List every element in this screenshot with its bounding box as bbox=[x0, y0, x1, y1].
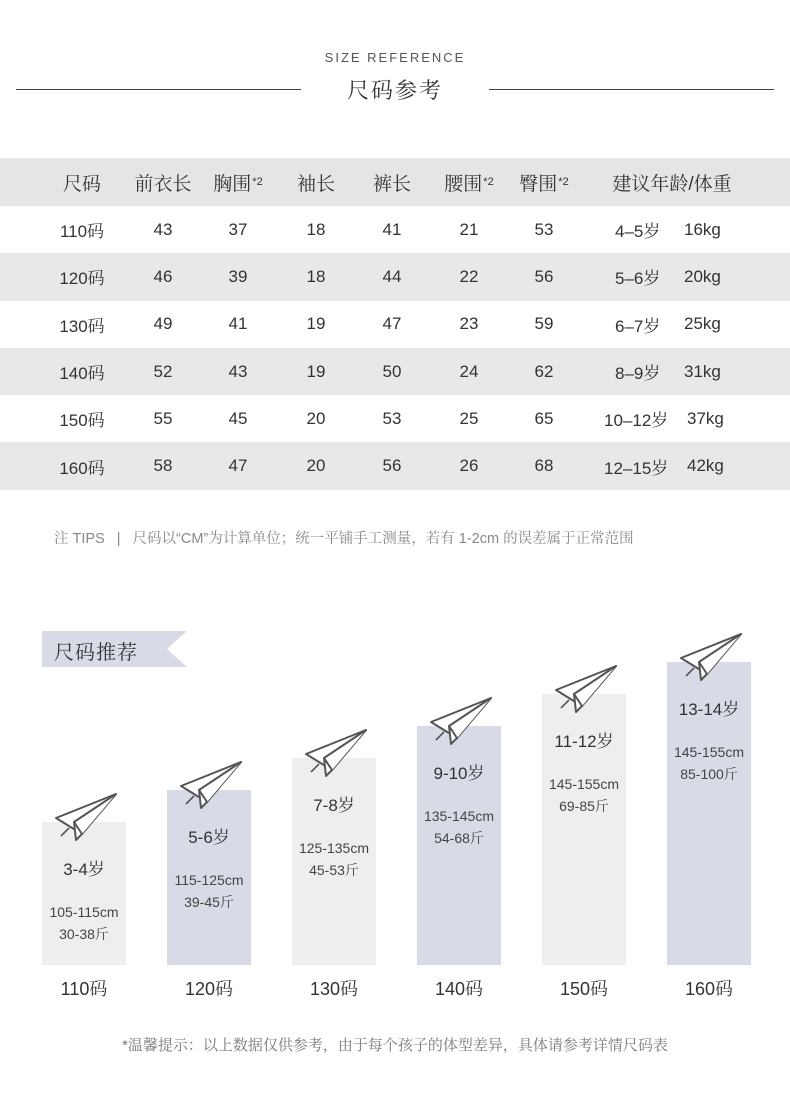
table-cell-pants: 56 bbox=[382, 456, 402, 476]
table-header-label: 臀围 bbox=[519, 173, 558, 195]
table-cell-weight: 31kg bbox=[684, 361, 721, 381]
bar-height-label: 145-155cm bbox=[673, 744, 745, 760]
table-cell-hip: 65 bbox=[534, 408, 554, 428]
table-header-mark: *2 bbox=[252, 176, 263, 188]
table-header-label: 胸围 bbox=[213, 173, 252, 195]
bar-size-label: 130码 bbox=[309, 979, 359, 999]
table-cell-sleeve: 19 bbox=[306, 314, 326, 334]
bar-size-label: 150码 bbox=[559, 979, 609, 999]
table-cell-sleeve: 18 bbox=[306, 219, 326, 239]
bar-age-label: 13-14岁 bbox=[678, 700, 740, 719]
table-cell-waist: 23 bbox=[459, 314, 479, 334]
table-header-label: 建议年龄/体重 bbox=[612, 173, 732, 195]
bar-weight-label: 69-85斤 bbox=[559, 798, 609, 814]
table-cell-age: 8–9岁 bbox=[615, 364, 661, 384]
bar-age-label: 11-12岁 bbox=[554, 732, 614, 751]
bar-weight-label: 85-100斤 bbox=[680, 766, 738, 782]
recommend-title: 尺码推荐 bbox=[54, 642, 138, 664]
table-cell-front-length: 49 bbox=[153, 314, 173, 334]
table-cell-pants: 53 bbox=[382, 408, 402, 428]
table-cell-size: 130码 bbox=[59, 316, 105, 336]
table-header-cell bbox=[281, 158, 351, 206]
table-row bbox=[0, 442, 790, 489]
bar-weight-label: 45-53斤 bbox=[309, 862, 359, 878]
header-en-title: SIZE REFERENCE bbox=[324, 50, 466, 65]
bar-age-label: 3-4岁 bbox=[63, 860, 105, 879]
table-cell-size: 140码 bbox=[59, 364, 105, 384]
bar-height-label: 145-155cm bbox=[548, 776, 620, 792]
table-cell-age: 5–6岁 bbox=[615, 269, 661, 289]
table-cell-hip: 56 bbox=[534, 266, 554, 286]
table-cell-chest: 41 bbox=[228, 314, 248, 334]
bar-height-label: 135-145cm bbox=[423, 808, 495, 824]
table-cell-weight: 25kg bbox=[684, 314, 721, 334]
bar-size-label: 120码 bbox=[184, 979, 234, 999]
bar-age-label: 9-10岁 bbox=[433, 764, 485, 783]
bar-age-label: 5-6岁 bbox=[188, 828, 230, 847]
table-cell-hip: 68 bbox=[534, 456, 554, 476]
table-cell-pants: 41 bbox=[382, 219, 402, 239]
table-cell-front-length: 58 bbox=[153, 456, 173, 476]
table-header-label: 前衣长 bbox=[134, 173, 192, 195]
paper-plane-icon bbox=[302, 728, 370, 784]
table-cell-age: 12–15岁 bbox=[604, 458, 669, 478]
table-cell-waist: 25 bbox=[459, 408, 479, 428]
table-header-cell bbox=[198, 158, 278, 206]
table-cell-pants: 44 bbox=[382, 266, 402, 286]
bar-size-label: 140码 bbox=[434, 979, 484, 999]
paper-plane-icon bbox=[52, 792, 120, 848]
table-cell-hip: 62 bbox=[534, 361, 554, 381]
table-cell-weight: 42kg bbox=[687, 456, 724, 476]
table-cell-sleeve: 20 bbox=[306, 456, 326, 476]
table-header-label: 尺码 bbox=[62, 173, 101, 195]
table-cell-pants: 50 bbox=[382, 361, 402, 381]
header-cn-title: 尺码参考 bbox=[346, 78, 443, 103]
table-cell-sleeve: 20 bbox=[306, 408, 326, 428]
table-header-cell bbox=[429, 158, 509, 206]
bar-height-label: 115-125cm bbox=[174, 872, 244, 888]
paper-plane-icon bbox=[552, 664, 620, 720]
table-cell-size: 110码 bbox=[59, 222, 105, 242]
bar-age-label: 7-8岁 bbox=[313, 796, 355, 815]
tips-text: 尺码以“CM”为计算单位；统一平铺手工测量，若有 1-2cm 的误差属于正常范围 bbox=[132, 531, 634, 547]
table-cell-chest: 39 bbox=[228, 266, 248, 286]
bar-size-label: 160码 bbox=[684, 979, 734, 999]
table-header-label: 腰围 bbox=[444, 173, 483, 195]
table-header-cell bbox=[357, 158, 427, 206]
table-header-row bbox=[0, 158, 790, 206]
paper-plane-icon bbox=[427, 696, 495, 752]
table-cell-hip: 59 bbox=[534, 314, 554, 334]
table-header-label: 袖长 bbox=[296, 173, 335, 195]
table-cell-front-length: 55 bbox=[153, 408, 173, 428]
table-header-cell bbox=[504, 158, 584, 206]
bar-weight-label: 39-45斤 bbox=[184, 894, 234, 910]
table-cell-waist: 22 bbox=[459, 266, 479, 286]
bar-weight-label: 30-38斤 bbox=[59, 926, 109, 942]
table-cell-hip: 53 bbox=[534, 219, 554, 239]
size-table bbox=[0, 158, 790, 490]
table-header-mark: *2 bbox=[483, 176, 494, 188]
table-cell-chest: 37 bbox=[228, 219, 248, 239]
bar-weight-label: 54-68斤 bbox=[434, 830, 484, 846]
table-cell-age: 6–7岁 bbox=[615, 316, 661, 336]
table-header-mark: *2 bbox=[558, 176, 569, 188]
tips-label: 注 TIPS bbox=[54, 531, 105, 547]
table-cell-age: 10–12岁 bbox=[604, 411, 669, 431]
table-cell-size: 120码 bbox=[59, 269, 105, 289]
bar-height-label: 105-115cm bbox=[49, 904, 119, 920]
table-cell-chest: 45 bbox=[228, 408, 248, 428]
table-cell-chest: 43 bbox=[228, 361, 248, 381]
table-cell-waist: 21 bbox=[459, 219, 479, 239]
table-cell-chest: 47 bbox=[228, 456, 248, 476]
table-cell-front-length: 52 bbox=[153, 361, 173, 381]
table-row bbox=[0, 206, 790, 253]
paper-plane-icon bbox=[177, 760, 245, 816]
table-row bbox=[0, 395, 790, 442]
table-cell-weight: 37kg bbox=[687, 408, 724, 428]
table-cell-front-length: 46 bbox=[153, 266, 173, 286]
footnote: *温馨提示：以上数据仅供参考，由于每个孩子的体型差异，具体请参考详情尺码表 bbox=[122, 1037, 668, 1054]
table-header-cell bbox=[123, 158, 203, 206]
table-row bbox=[0, 253, 790, 300]
table-cell-sleeve: 18 bbox=[306, 266, 326, 286]
paper-plane-icon bbox=[677, 632, 745, 688]
table-header-label: 裤长 bbox=[372, 173, 411, 195]
table-row bbox=[0, 348, 790, 395]
table-cell-weight: 16kg bbox=[684, 219, 721, 239]
table-cell-sleeve: 19 bbox=[306, 361, 326, 381]
tips-line bbox=[54, 527, 634, 548]
table-cell-waist: 26 bbox=[459, 456, 479, 476]
tips-separator: | bbox=[116, 531, 121, 547]
table-row bbox=[0, 301, 790, 348]
bar-size-label: 110码 bbox=[60, 979, 108, 999]
bar-height-label: 125-135cm bbox=[298, 840, 370, 856]
table-cell-age: 4–5岁 bbox=[615, 222, 661, 242]
table-cell-pants: 47 bbox=[382, 314, 402, 334]
header-right-divider bbox=[489, 89, 774, 90]
table-cell-waist: 24 bbox=[459, 361, 479, 381]
table-cell-size: 160码 bbox=[59, 458, 105, 478]
table-cell-front-length: 43 bbox=[153, 219, 173, 239]
table-cell-size: 150码 bbox=[59, 411, 105, 431]
table-header-cell bbox=[37, 158, 127, 206]
table-cell-weight: 20kg bbox=[684, 266, 721, 286]
table-header-cell bbox=[582, 158, 762, 206]
